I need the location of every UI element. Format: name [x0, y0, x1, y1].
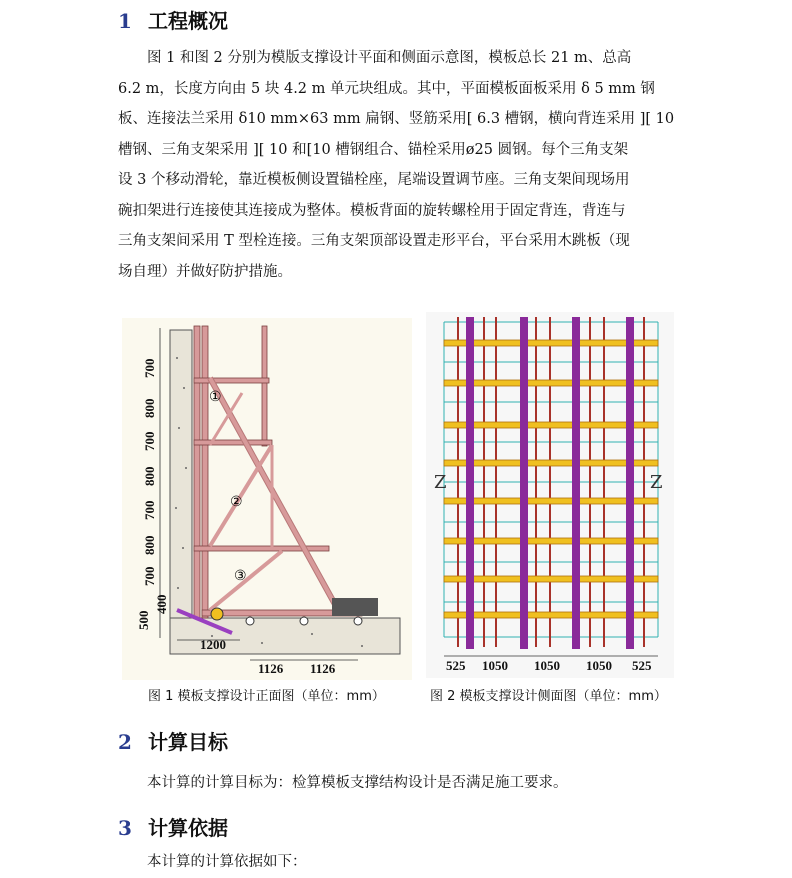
wheel-icon — [246, 617, 254, 625]
wheel-icon — [354, 617, 362, 625]
dim-label: 1126 — [310, 661, 336, 676]
section-heading-3 — [118, 812, 228, 841]
text-line: 图 1 和图 2 分别为模版支撑设计平面和侧面示意图，模板总长 21 m、总高 — [147, 50, 632, 66]
figure-2-caption: 图 2 模板支撑设计侧面图（单位：mm） — [430, 689, 667, 704]
section-number: 3 — [118, 816, 132, 840]
dim-label: 400 — [154, 594, 169, 614]
dim-label: 500 — [136, 610, 151, 630]
anchor-seat-icon — [211, 608, 223, 620]
concrete-wall — [170, 330, 192, 630]
cross-beam — [194, 546, 329, 551]
circled-label: ② — [230, 494, 243, 510]
dim-label: 525 — [446, 658, 466, 673]
circled-label: ① — [209, 389, 222, 405]
break-mark-icon: Z — [434, 472, 447, 493]
dim-label: 1200 — [200, 637, 226, 652]
figure-1-front-view — [122, 318, 412, 684]
wheel-icon — [300, 617, 308, 625]
section-title: 计算目标 — [148, 730, 228, 754]
dim-label: 1050 — [482, 658, 508, 673]
cross-beam — [194, 378, 269, 383]
dim-label: 800 — [142, 466, 157, 486]
section-title: 计算依据 — [148, 816, 228, 840]
break-mark-icon: Z — [650, 472, 663, 493]
dim-label: 1050 — [534, 658, 560, 673]
figure-1-caption: 图 1 模板支撑设计正面图（单位：mm） — [148, 689, 385, 704]
dim-label: 1050 — [586, 658, 612, 673]
text-line: 三角支架间采用 T 型栓连接。三角支架顶部设置走形平台，平台采用木跳板（现 — [118, 233, 630, 249]
paragraph-basis: 本计算的计算依据如下： — [147, 854, 307, 870]
figure-2-side-view — [426, 312, 674, 682]
text-line: 场自理）并做好防护措施。 — [118, 263, 292, 280]
text-line: 板、连接法兰采用 δ10 mm×63 mm 扁钢、竖筋采用[ 6.3 槽钢，横向背连采用 ][ 10 — [118, 111, 675, 127]
circled-label: ③ — [234, 568, 247, 584]
dim-label: 700 — [142, 500, 157, 520]
dim-label: 700 — [142, 566, 157, 586]
paragraph-overview — [118, 43, 678, 287]
text-line: 设 3 个移动滑轮，靠近模板侧设置锚栓座，尾端设置调节座。三角支架间现场用 — [118, 172, 630, 188]
dim-label: 525 — [632, 658, 652, 673]
formwork-column — [202, 326, 208, 618]
text-line: 6.2 m，长度方向由 5 块 4.2 m 单元块组成。其中，平面模板面板采用 δ 5 mm 钢 — [118, 80, 655, 97]
figure-1-drawing — [122, 318, 412, 680]
text-line: 槽钢、三角支架采用 ][ 10 和[10 槽钢组合、锚栓采用ø25 圆钢。每个三角支架 — [118, 141, 629, 158]
section-heading-2 — [118, 726, 228, 755]
dim-label: 700 — [142, 358, 157, 378]
figure-2-drawing — [426, 312, 674, 678]
paragraph-goal: 本计算的计算目标为：检算模板支撑结构设计是否满足施工要求。 — [147, 775, 568, 791]
section-heading-1 — [118, 5, 228, 34]
top-post — [262, 326, 267, 446]
section-title: 工程概况 — [148, 9, 228, 33]
dim-label: 1126 — [258, 661, 284, 676]
dim-label: 800 — [142, 535, 157, 555]
section-number: 1 — [118, 9, 132, 33]
adjustment-seat — [332, 598, 378, 616]
section-number: 2 — [118, 730, 132, 754]
formwork-column — [194, 326, 200, 618]
text-line: 碗扣架进行连接使其连接成为整体。模板背面的旋转螺栓用于固定背连，背连与 — [118, 202, 626, 219]
dim-label: 800 — [142, 398, 157, 418]
cross-beam — [194, 440, 272, 445]
dim-label: 700 — [142, 431, 157, 451]
